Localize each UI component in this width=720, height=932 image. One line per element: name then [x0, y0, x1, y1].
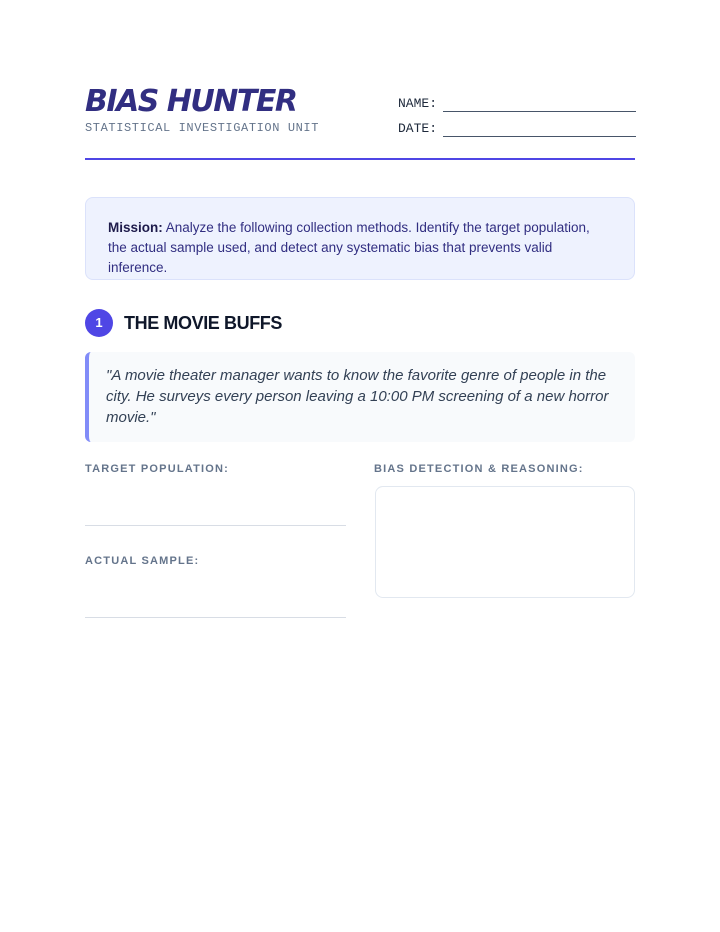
case-number-badge: 1 — [85, 309, 113, 337]
bias-detection-label: BIAS DETECTION & REASONING: — [374, 463, 584, 475]
name-field[interactable] — [398, 96, 636, 112]
date-field[interactable] — [398, 121, 636, 137]
actual-sample-answer-line[interactable] — [85, 617, 346, 618]
date-underline[interactable] — [443, 136, 636, 137]
target-population-answer-line[interactable] — [85, 525, 346, 526]
name-underline[interactable] — [443, 111, 636, 112]
name-label: NAME: — [398, 96, 438, 111]
mission-box — [85, 197, 635, 280]
mission-label: Mission: — [108, 220, 163, 235]
scenario-quote: "A movie theater manager wants to know the favorite genre of people in the city. He surveys every person leaving a 10:00 PM screening of a new horror movie." — [85, 352, 635, 442]
date-label: DATE: — [398, 121, 438, 136]
worksheet-title: BIAS HUNTER — [85, 84, 297, 119]
worksheet-subtitle: STATISTICAL INVESTIGATION UNIT — [85, 121, 320, 135]
target-population-label: TARGET POPULATION: — [85, 463, 230, 475]
header-divider — [85, 158, 635, 160]
bias-reasoning-answer-box[interactable] — [375, 486, 635, 598]
actual-sample-label: ACTUAL SAMPLE: — [85, 555, 200, 567]
case-title: THE MOVIE BUFFS — [124, 313, 283, 333]
mission-text: Analyze the following collection methods. Identify the target population, the actual sample used, and detect any systematic bias that prevents valid inference. — [108, 220, 590, 275]
